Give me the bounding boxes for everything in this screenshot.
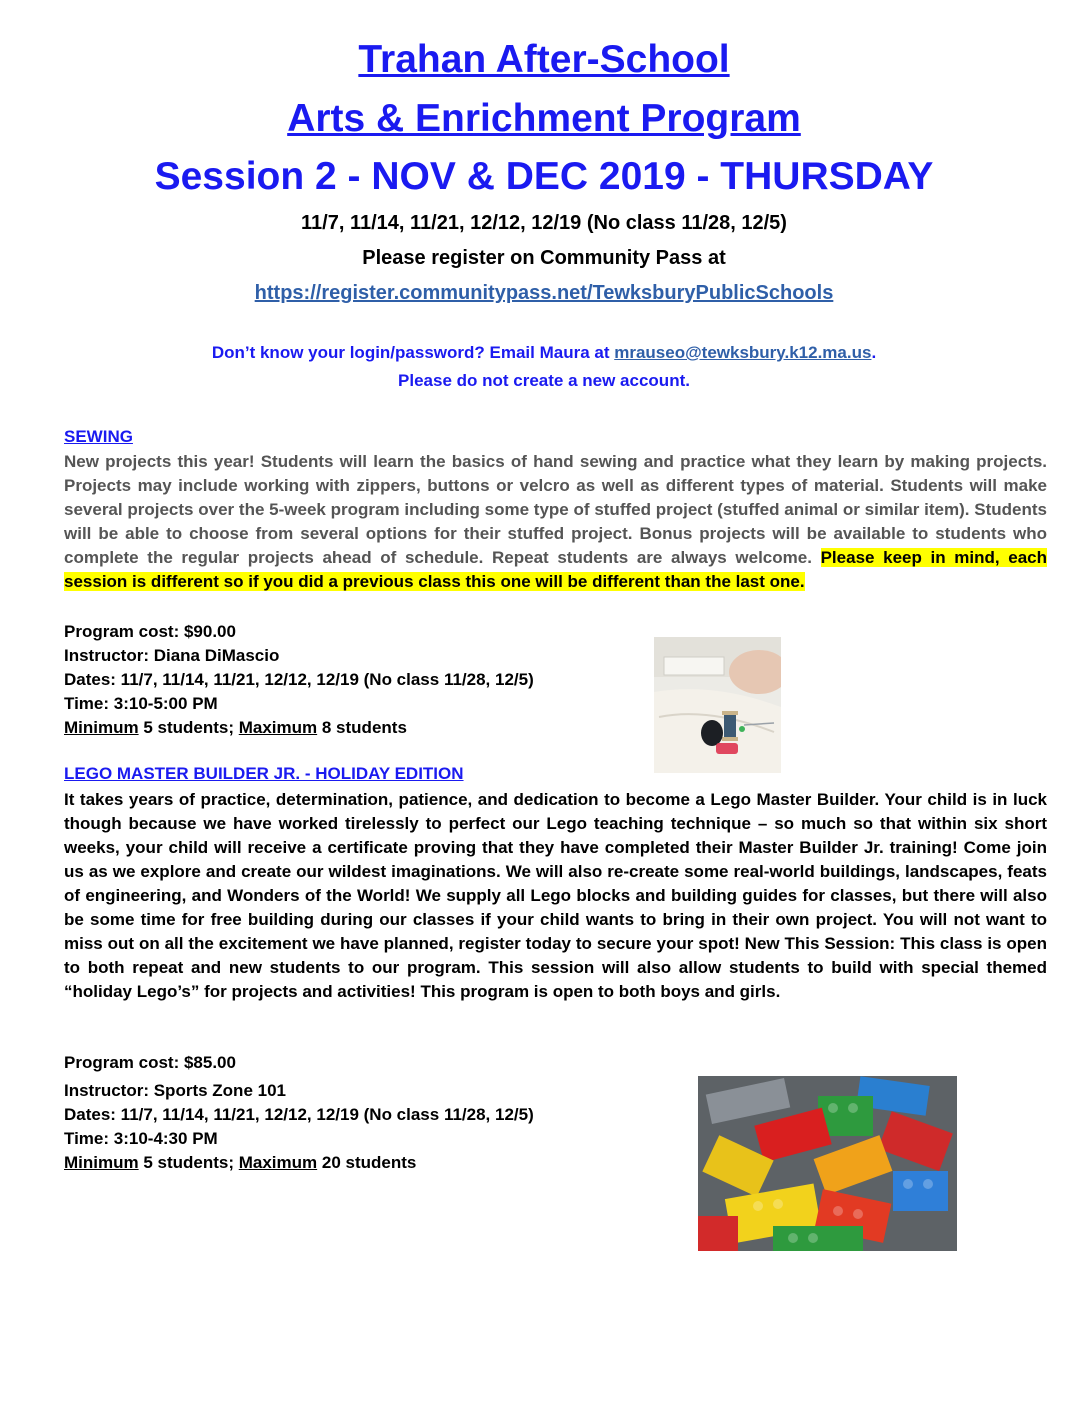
lego-cost: Program cost: $85.00: [64, 1053, 236, 1072]
login-notice-suffix: .: [871, 343, 877, 362]
lego-dates: Dates: 11/7, 11/14, 11/21, 12/12, 12/19 (No class 11/28, 12/5): [64, 1105, 534, 1124]
sewing-min-label: Minimum: [64, 718, 139, 737]
sewing-photo: [654, 637, 781, 773]
lego-min-text: 5 students;: [138, 1153, 239, 1172]
login-notice: [0, 343, 1088, 363]
register-link[interactable]: https://register.communitypass.net/TewksburyPublicSchools: [254, 282, 834, 304]
sewing-photo-illustration: [654, 637, 781, 773]
email-link[interactable]: mrauseo@tewksbury.k12.ma.us: [614, 343, 872, 362]
session-title: Session 2 - NOV & DEC 2019 - THURSDAY: [154, 155, 934, 198]
lego-title: LEGO MASTER BUILDER JR. - HOLIDAY EDITION: [64, 764, 464, 783]
sewing-dates: Dates: 11/7, 11/14, 11/21, 12/12, 12/19 (No class 11/28, 12/5): [64, 670, 534, 689]
title-line-2: Arts & Enrichment Program: [287, 97, 801, 140]
sewing-description-text: New projects this year! Students will learn the basics of hand sewing and practice what they learn by making projects. Projects may include working with zippers, buttons or velcro as well as different types of material. Students will make several projects over the 5-week program including some type of stuffed project (stuffed animal or similar item). Students will be able to choose from several options for their stuffed project. Bonus projects will be available to students who complete the regular projects ahead of schedule. Repeat students are always welcome.: [64, 452, 1047, 567]
lego-photo: [698, 1076, 957, 1251]
lego-max-label: Maximum: [238, 1153, 318, 1172]
lego-photo-illustration: [698, 1076, 957, 1251]
sewing-instructor: Instructor: Diana DiMascio: [64, 646, 280, 665]
account-notice: Please do not create a new account.: [398, 371, 690, 390]
login-notice-prefix: Don’t know your login/password? Email Maura at: [211, 343, 615, 362]
lego-instructor: Instructor: Sports Zone 101: [64, 1081, 286, 1100]
lego-time: Time: 3:10-4:30 PM: [64, 1129, 218, 1148]
sewing-min-text: 5 students;: [138, 718, 239, 737]
session-dates: 11/7, 11/14, 11/21, 12/12, 12/19 (No class 11/28, 12/5): [301, 212, 787, 234]
sewing-capacity: [64, 716, 407, 740]
sewing-title: SEWING: [64, 427, 133, 446]
sewing-highlight-note: Please keep in mind, each session is different so if you did a previous class this one will be different than the last one.: [64, 548, 1047, 591]
lego-capacity: [64, 1151, 416, 1175]
lego-max-text: 20 students: [317, 1153, 417, 1172]
sewing-cost: Program cost: $90.00: [64, 622, 236, 641]
title-line-1: Trahan After-School: [358, 38, 730, 81]
sewing-max-text: 8 students: [317, 718, 407, 737]
sewing-description: [64, 450, 1047, 594]
sewing-max-label: Maximum: [238, 718, 318, 737]
lego-min-label: Minimum: [64, 1153, 139, 1172]
lego-description: It takes years of practice, determination, patience, and dedication to become a Lego Master Builder. Your child is in luck though because we have worked tirelessly to perfect our Lego teaching technique – so much so that within six short weeks, your child will receive a certificate proving that they have completed their Master Builder Jr. training! Come join us as we explore and create our wildest imaginations. We will also re-create some real-world buildings, landscapes, feats of engineering, and Wonders of the World! We supply all Lego blocks and building guides for classes, but there will also be some time for free building during our classes if your child wants to bring in their own project. You will not want to miss out on all the excitement we have planned, register today to secure your spot! New This Session: This class is open to both repeat and new students to our program. This session will also allow students to build with special themed “holiday Lego’s” for projects and activities! This program is open to both boys and girls.: [64, 790, 1047, 1001]
register-instruction: Please register on Community Pass at: [362, 247, 726, 269]
sewing-time: Time: 3:10-5:00 PM: [64, 694, 218, 713]
